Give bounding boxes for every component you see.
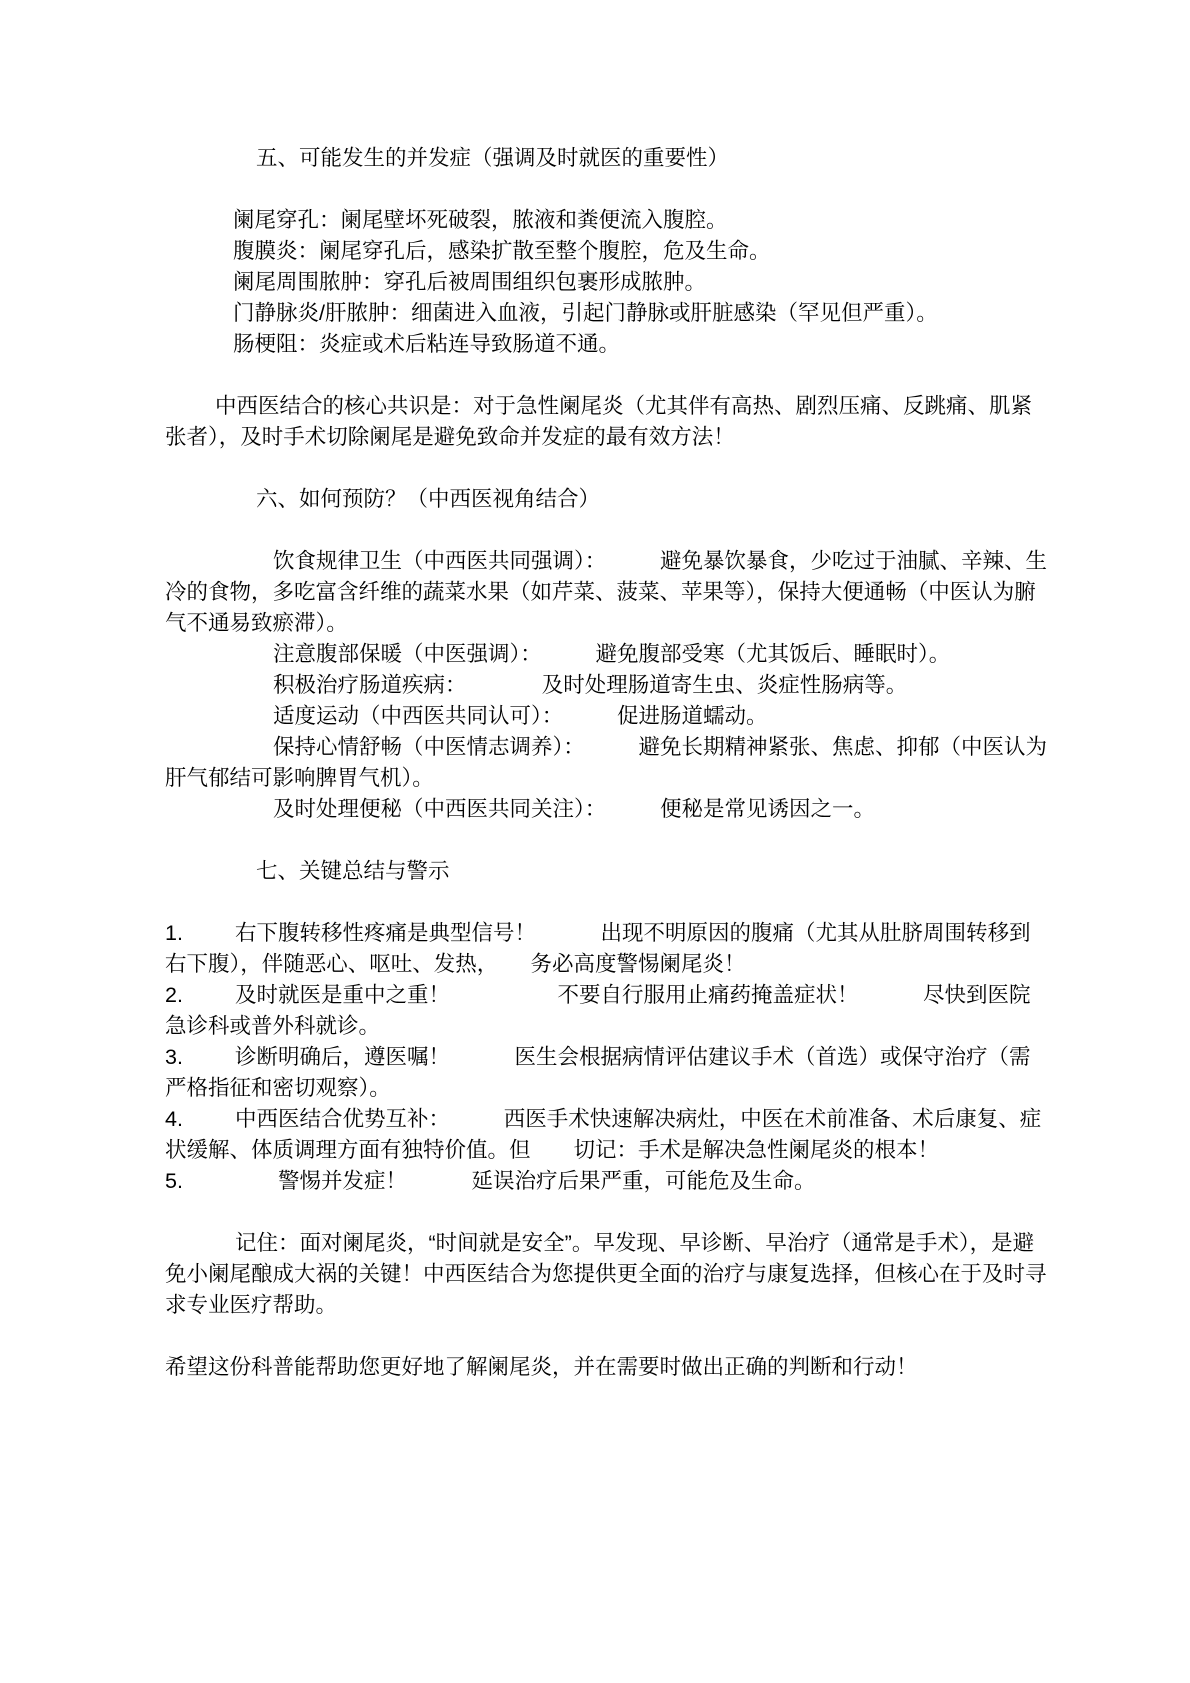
summary-item-number: 2. bbox=[165, 983, 183, 1007]
complication-item: 阑尾周围脓肿：穿孔后被周围组织包裹形成脓肿。 bbox=[233, 270, 707, 294]
complication-item: 腹膜炎：阑尾穿孔后，感染扩散至整个腹腔，危及生命。 bbox=[233, 239, 771, 263]
summary-item-number: 3. bbox=[165, 1045, 183, 1069]
summary-list bbox=[165, 918, 1048, 1197]
summary-item-number: 5. bbox=[165, 1169, 183, 1193]
summary-item-1 bbox=[165, 918, 1048, 980]
summary-item-text: 诊断明确后，遵医嘱！ 医生会根据病情评估建议手术（首选）或保守治疗（需严格指征和密切观察）。 bbox=[165, 1045, 1031, 1100]
section-heading-prevention: 六、如何预防？（中西医视角结合） bbox=[256, 487, 601, 511]
summary-item-text: 警惕并发症！ 延误治疗后果严重，可能危及生命。 bbox=[235, 1169, 816, 1193]
prevention-item: 饮食规律卫生（中西医共同强调）： 避免暴饮暴食，少吃过于油腻、辛辣、生冷的食物，多吃富含纤维的蔬菜水果（如芹菜、菠菜、苹果等），保持大便通畅（中医认为腑气不通易致瘀滞）。 bbox=[165, 549, 1048, 635]
prevention-item: 积极治疗肠道疾病： 及时处理肠道寄生虫、炎症性肠病等。 bbox=[273, 673, 908, 697]
prevention-item: 及时处理便秘（中西医共同关注）： 便秘是常见诱因之一。 bbox=[273, 797, 876, 821]
remember-paragraph: 记住：面对阑尾炎，“时间就是安全”。早发现、早诊断、早治疗（通常是手术），是避免小阑尾酿成大祸的关键！中西医结合为您提供更全面的治疗与康复选择，但核心在于及时寻求专业医疗帮助。 bbox=[165, 1231, 1047, 1317]
summary-item-5 bbox=[165, 1166, 1048, 1197]
closing-paragraph: 希望这份科普能帮助您更好地了解阑尾炎，并在需要时做出正确的判断和行动！ bbox=[165, 1355, 918, 1379]
section-heading-complications: 五、可能发生的并发症（强调及时就医的重要性） bbox=[256, 146, 730, 170]
consensus-paragraph: 中西医结合的核心共识是：对于急性阑尾炎（尤其伴有高热、剧烈压痛、反跳痛、肌紧张者），及时手术切除阑尾是避免致命并发症的最有效方法！ bbox=[165, 394, 1033, 449]
summary-item-2 bbox=[165, 980, 1048, 1042]
summary-item-text: 及时就医是重中之重！ 不要自行服用止痛药掩盖症状！ 尽快到医院急诊科或普外科就诊。 bbox=[165, 983, 1031, 1038]
prevention-list bbox=[165, 546, 1048, 825]
prevention-item: 注意腹部保暖（中医强调）： 避免腹部受寒（尤其饭后、睡眠时）。 bbox=[273, 642, 951, 666]
summary-item-text: 中西医结合优势互补： 西医手术快速解决病灶，中医在术前准备、术后康复、症状缓解、体质调理方面有独特价值。但 切记：手术是解决急性阑尾炎的根本！ bbox=[165, 1107, 1042, 1162]
summary-item-3 bbox=[165, 1042, 1048, 1104]
section-heading-summary: 七、关键总结与警示 bbox=[256, 859, 450, 883]
complication-item: 肠梗阻：炎症或术后粘连导致肠道不通。 bbox=[233, 332, 621, 356]
complication-item: 门静脉炎/肝脓肿：细菌进入血液，引起门静脉或肝脏感染（罕见但严重）。 bbox=[233, 301, 938, 325]
complications-list bbox=[165, 205, 1048, 360]
prevention-item: 保持心情舒畅（中医情志调养）： 避免长期精神紧张、焦虑、抑郁（中医认为肝气郁结可影响脾胃气机）。 bbox=[165, 735, 1048, 790]
summary-item-4 bbox=[165, 1104, 1048, 1166]
summary-item-number: 4. bbox=[165, 1107, 183, 1131]
prevention-item: 适度运动（中西医共同认可）： 促进肠道蠕动。 bbox=[273, 704, 768, 728]
summary-item-text: 右下腹转移性疼痛是典型信号！ 出现不明原因的腹痛（尤其从肚脐周围转移到右下腹），伴随恶心、呕吐、发热， 务必高度警惕阑尾炎！ bbox=[165, 921, 1031, 976]
complication-item: 阑尾穿孔：阑尾壁坏死破裂，脓液和粪便流入腹腔。 bbox=[233, 208, 728, 232]
summary-item-number: 1. bbox=[165, 921, 183, 945]
